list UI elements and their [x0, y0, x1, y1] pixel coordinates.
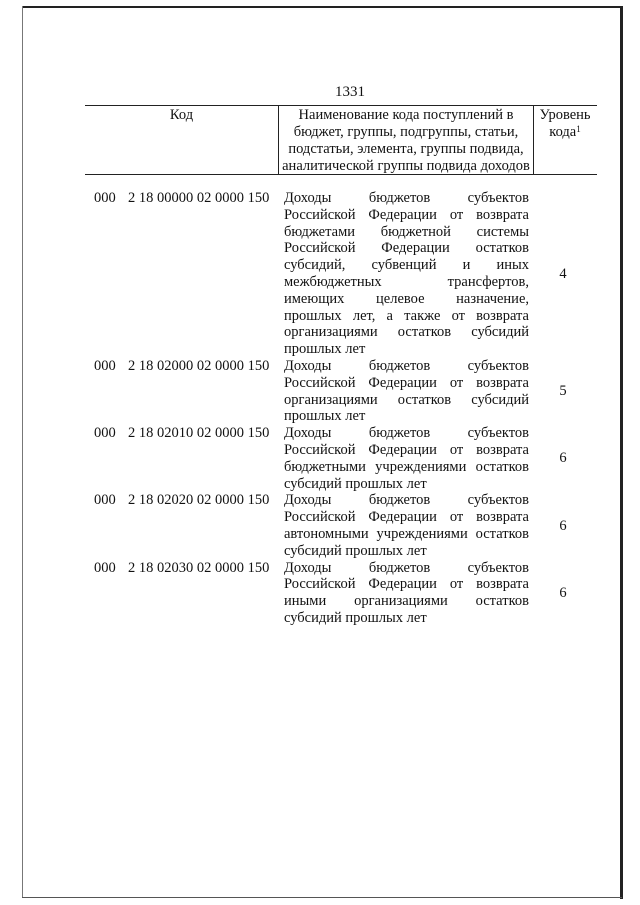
admin-code: 000: [94, 425, 116, 442]
income-code: 2 18 02010 02 0000 150: [128, 425, 270, 442]
column-header-level: [534, 106, 596, 174]
code-level: 6: [559, 450, 567, 467]
admin-code: 000: [94, 559, 116, 576]
admin-code: 000: [94, 190, 116, 206]
table-row: [85, 492, 597, 559]
income-name: Доходы бюджетов субъектов Российской Федерации от возврата автономными учреждениями остатков субсидий прошлых лет: [284, 492, 529, 559]
table-body: [85, 190, 597, 627]
code-level: 4: [559, 265, 567, 282]
code-level: 6: [559, 517, 567, 534]
scan-border-bottom: [22, 897, 622, 898]
column-header-name: Наименование кода поступлений в бюджет, группы, подгруппы, статьи, подстатьи, элемента, группы подвида, аналитической группы подвида доходов: [279, 106, 534, 174]
page-number: 1331: [335, 84, 365, 100]
scan-border-top: [22, 6, 622, 8]
income-name: Доходы бюджетов субъектов Российской Федерации от возврата иными организациями остатков субсидий прошлых лет: [284, 559, 529, 626]
income-code: 2 18 02030 02 0000 150: [128, 559, 270, 576]
admin-code: 000: [94, 492, 116, 509]
income-name: Доходы бюджетов субъектов Российской Федерации от возврата бюджетными учреждениями остатков субсидий прошлых лет: [284, 425, 529, 492]
table-row: [85, 560, 597, 627]
admin-code: 000: [94, 357, 116, 374]
income-name: Доходы бюджетов субъектов Российской Федерации от возврата организациями остатков субсидий прошлых лет: [284, 357, 529, 425]
table-header: [85, 105, 597, 175]
code-level: 6: [559, 584, 567, 601]
table-row: [85, 358, 597, 425]
scan-border-left: [22, 6, 23, 897]
table-row: [85, 425, 597, 492]
income-name: Доходы бюджетов субъектов Российской Федерации от возврата бюджетами бюджетной системы Российской Федерации остатков субсидий, субвенций и иных межбюджетных трансфертов, имеющих целевое назначение, прошлых лет, а также от возврата организациями остатков субсидий прошлых лет: [284, 190, 529, 358]
code-level: 5: [559, 383, 567, 400]
footnote-marker: 1: [576, 124, 581, 134]
table-row: [85, 190, 597, 358]
income-code: 2 18 02020 02 0000 150: [128, 492, 270, 509]
scan-border-right: [620, 6, 623, 899]
income-code: 2 18 00000 02 0000 150: [128, 190, 270, 206]
column-header-level-label: Уровень кода: [539, 107, 591, 140]
income-code: 2 18 02000 02 0000 150: [128, 357, 270, 374]
column-header-code: Код: [85, 106, 279, 174]
